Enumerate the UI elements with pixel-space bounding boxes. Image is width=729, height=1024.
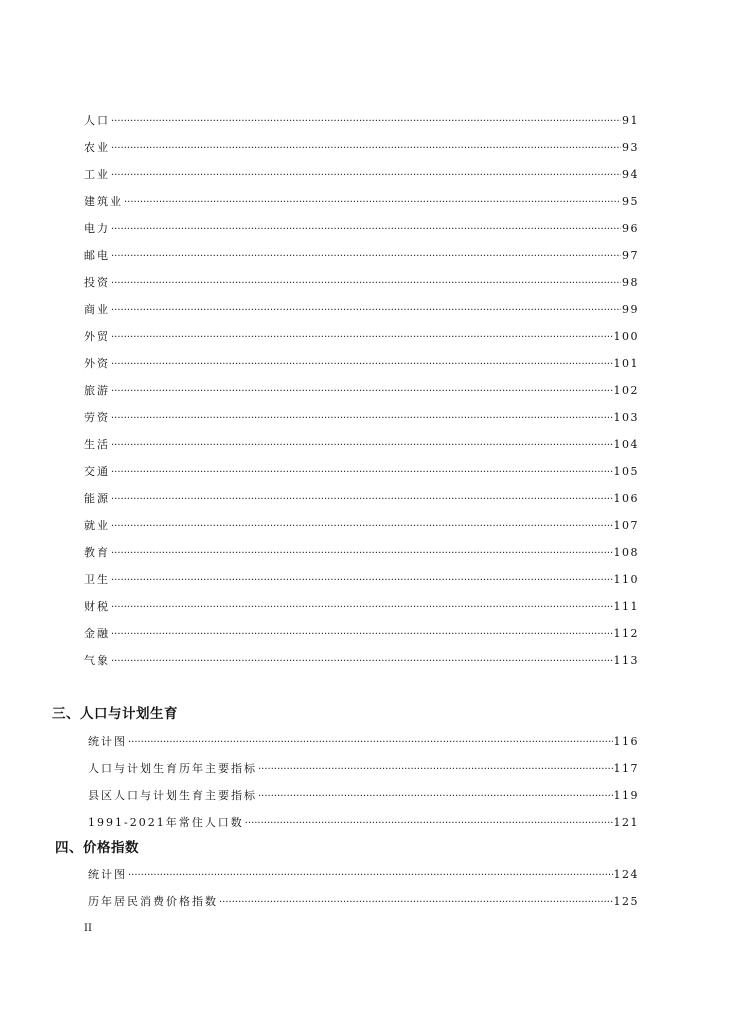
toc-leader-dots [111,248,621,266]
toc-entry-page: 110 [613,573,639,586]
toc-leader-dots [111,626,613,644]
toc-entry-labor-wages[interactable] [84,409,639,427]
toc-entry-finance-tax[interactable] [84,598,639,616]
toc-leader-dots [258,761,613,779]
toc-entry-living[interactable] [84,436,639,454]
toc-entry-label: 建筑业 [84,195,123,208]
toc-entry-label: 邮电 [84,249,110,262]
toc-entry-label: 金融 [84,627,110,640]
toc-leader-dots [111,464,613,482]
toc-entry-page: 106 [613,492,639,505]
toc-leader-dots [258,788,613,806]
toc-entry-label: 劳资 [84,411,110,424]
section-heading-price-index[interactable]: 四、价格指数 [55,840,139,856]
toc-entry-population[interactable] [84,112,639,130]
toc-leader-dots [124,194,621,212]
toc-entry-page: 100 [613,330,639,343]
toc-entry-electricity[interactable] [84,220,639,238]
toc-entry-page: 112 [613,627,639,640]
toc-leader-dots [111,437,613,455]
toc-entry-page: 124 [613,868,639,881]
toc-entry-s3-historical-indicators[interactable] [88,760,639,778]
toc-leader-dots [245,815,613,833]
toc-entry-health[interactable] [84,571,639,589]
toc-entry-commerce[interactable] [84,301,639,319]
toc-leader-dots [111,113,621,131]
toc-leader-dots [111,329,613,347]
toc-entry-page: 94 [622,168,639,181]
toc-entry-meteorology[interactable] [84,652,639,670]
toc-entry-label: 教育 [84,546,110,559]
toc-entry-page: 99 [622,303,639,316]
toc-entry-industry[interactable] [84,166,639,184]
toc-entry-page: 97 [622,249,639,262]
toc-entry-tourism[interactable] [84,382,639,400]
toc-leader-dots [111,491,613,509]
toc-entry-foreign-trade[interactable] [84,328,639,346]
toc-leader-dots [111,410,613,428]
toc-entry-page: 116 [613,735,639,748]
toc-entry-agriculture[interactable] [84,139,639,157]
toc-entry-label: 卫生 [84,573,110,586]
toc-leader-dots [128,867,613,885]
toc-entry-s4-charts[interactable] [88,866,639,884]
toc-leader-dots [111,545,613,563]
toc-entry-label: 电力 [84,222,110,235]
toc-entry-label: 投资 [84,276,110,289]
toc-entry-s3-charts[interactable] [88,733,639,751]
toc-entry-page: 111 [613,600,639,613]
toc-entry-label: 县区人口与计划生育主要指标 [88,789,257,802]
toc-leader-dots [111,383,613,401]
toc-entry-construction[interactable] [84,193,639,211]
toc-entry-page: 104 [613,438,639,451]
toc-entry-employment[interactable] [84,517,639,535]
toc-entry-label: 1991-2021年常住人口数 [88,816,244,829]
toc-leader-dots [111,653,613,671]
toc-entry-page: 105 [613,465,639,478]
toc-leader-dots [111,599,613,617]
toc-entry-page: 93 [622,141,639,154]
toc-entry-page: 108 [613,546,639,559]
section-heading-population-family-planning[interactable]: 三、人口与计划生育 [52,706,178,722]
toc-entry-label: 生活 [84,438,110,451]
footer-page-number: II [84,923,92,934]
toc-entry-page: 102 [613,384,639,397]
toc-entry-page: 95 [622,195,639,208]
toc-entry-label: 旅游 [84,384,110,397]
toc-entry-page: 113 [613,654,639,667]
toc-entry-page: 98 [622,276,639,289]
toc-entry-label: 外贸 [84,330,110,343]
toc-entry-education[interactable] [84,544,639,562]
toc-leader-dots [111,518,613,536]
toc-entry-label: 就业 [84,519,110,532]
toc-entry-banking[interactable] [84,625,639,643]
toc-entry-page: 117 [613,762,639,775]
toc-entry-transport[interactable] [84,463,639,481]
toc-entry-label: 农业 [84,141,110,154]
toc-entry-investment[interactable] [84,274,639,292]
toc-entry-label: 工业 [84,168,110,181]
toc-entry-page: 91 [622,114,639,127]
toc-entry-page: 121 [613,816,639,829]
toc-entry-page: 107 [613,519,639,532]
toc-leader-dots [219,894,613,912]
toc-leader-dots [111,167,621,185]
toc-entry-s4-cpi[interactable] [88,893,639,911]
toc-entry-label: 统计图 [88,868,127,881]
toc-entry-label: 人口与计划生育历年主要指标 [88,762,257,775]
toc-entry-s3-resident-population[interactable] [88,814,639,832]
toc-entry-energy[interactable] [84,490,639,508]
toc-leader-dots [128,734,613,752]
toc-entry-post-telecom[interactable] [84,247,639,265]
toc-leader-dots [111,356,613,374]
toc-entry-label: 气象 [84,654,110,667]
toc-leader-dots [111,275,621,293]
toc-entry-foreign-capital[interactable] [84,355,639,373]
toc-entry-page: 119 [613,789,639,802]
toc-entry-label: 人口 [84,114,110,127]
toc-entry-label: 财税 [84,600,110,613]
toc-entry-page: 101 [613,357,639,370]
toc-leader-dots [111,302,621,320]
toc-entry-page: 103 [613,411,639,424]
toc-entry-label: 商业 [84,303,110,316]
toc-leader-dots [111,221,621,239]
toc-entry-s3-county-indicators[interactable] [88,787,639,805]
toc-entry-label: 外资 [84,357,110,370]
toc-entry-label: 历年居民消费价格指数 [88,895,218,908]
toc-leader-dots [111,572,613,590]
toc-entry-page: 96 [622,222,639,235]
toc-entry-label: 能源 [84,492,110,505]
toc-entry-label: 统计图 [88,735,127,748]
toc-entry-label: 交通 [84,465,110,478]
toc-leader-dots [111,140,621,158]
toc-entry-page: 125 [613,895,639,908]
